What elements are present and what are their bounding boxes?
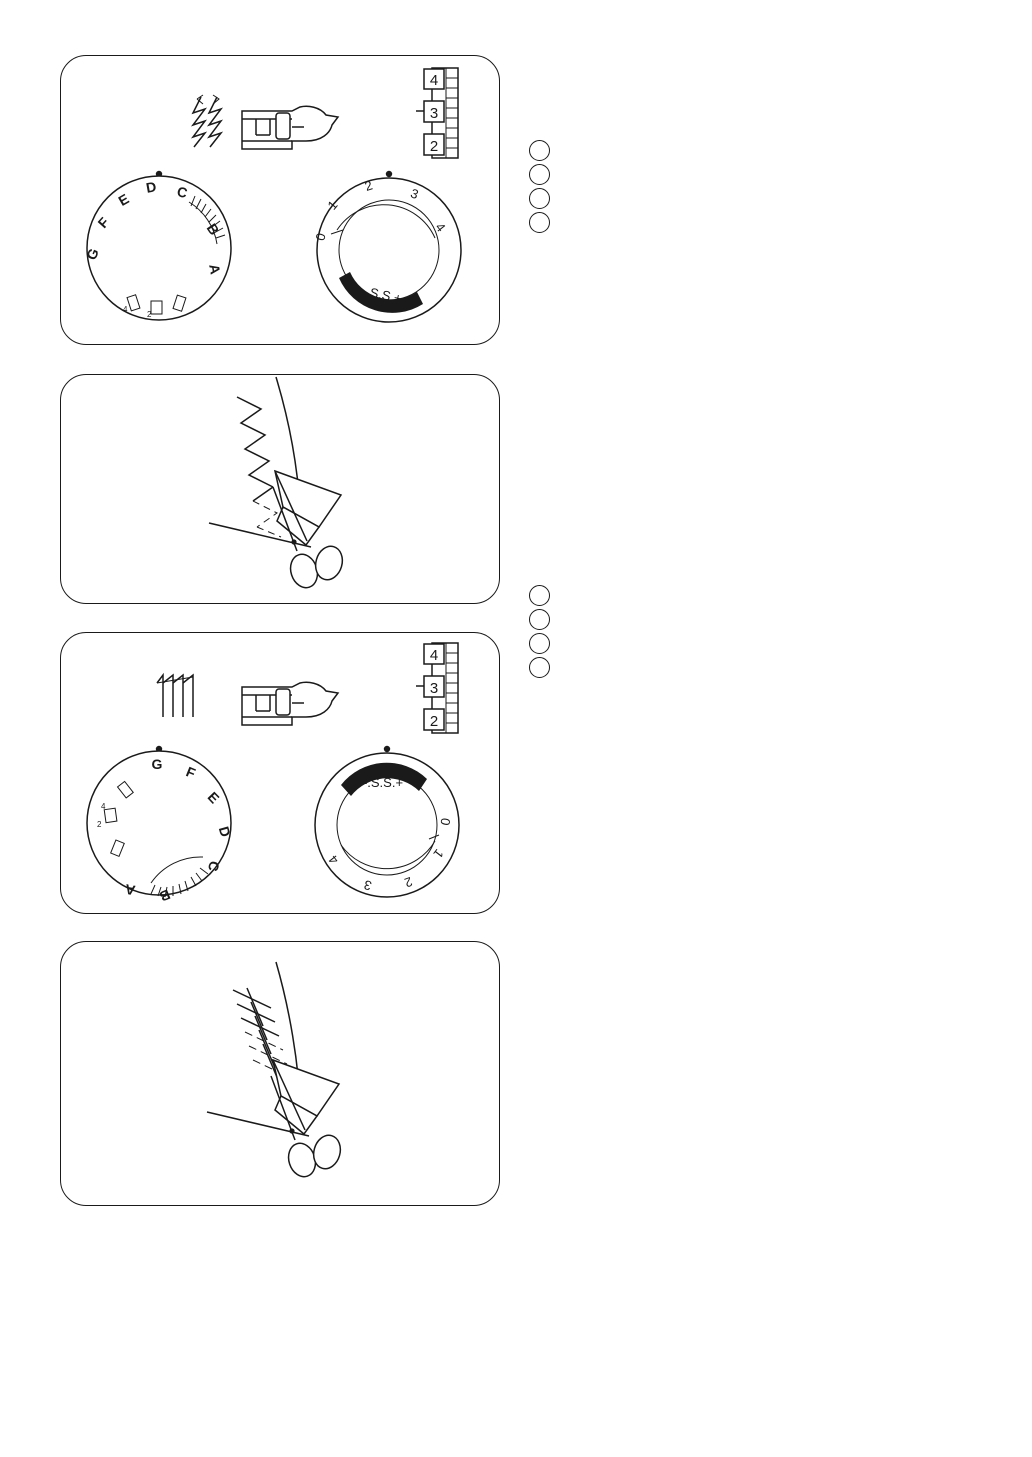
panel-settings-2: [60, 632, 500, 914]
length-label-2: 2: [402, 873, 415, 891]
bullet-dot: [529, 140, 550, 161]
pattern-selector-dial[interactable]: [79, 166, 239, 326]
length-label-3: 3: [408, 185, 421, 203]
bullet-dot: [529, 164, 550, 185]
length-label-1: 1: [324, 197, 341, 213]
zigzag-stitch-line: [237, 397, 281, 537]
stitch-length-dial[interactable]: [311, 743, 466, 903]
pressure-scale[interactable]: [416, 64, 476, 164]
presser-foot-icon: [236, 667, 351, 732]
length-label-3: 3: [362, 877, 374, 894]
dial-label-D: D: [215, 824, 234, 839]
bullet-dot: [529, 212, 550, 233]
dial-label-B: B: [203, 220, 223, 238]
pattern-selector-dial[interactable]: [79, 741, 239, 905]
bullet-dot: [529, 585, 550, 606]
dial-label-C: C: [175, 183, 190, 202]
length-label-0: 0: [312, 231, 329, 243]
dial-label-E: E: [115, 190, 132, 209]
scale-label-4: 4: [429, 72, 439, 89]
svg-text:-.S.S.+: -.S.S.+: [362, 775, 404, 790]
stitch-length-dial[interactable]: [313, 168, 468, 328]
scale-label-4: 4: [429, 647, 439, 664]
illustration-trim-zigzag: [61, 375, 501, 605]
svg-text:2: 2: [147, 310, 152, 319]
dial-label-F: F: [183, 763, 198, 782]
dial-label-C: C: [204, 859, 223, 874]
bullet-dot: [529, 633, 550, 654]
dial-label-G: G: [82, 246, 102, 263]
panel-settings-1: [60, 55, 500, 345]
length-label-0: 0: [437, 816, 454, 827]
scissors: [271, 1060, 344, 1180]
svg-text:2: 2: [97, 820, 102, 829]
scale-label-3: 3: [429, 105, 439, 122]
scissors: [273, 471, 346, 591]
presser-foot-icon: [236, 91, 351, 156]
length-label-1: 1: [430, 846, 447, 862]
panel-illustration-1: [60, 374, 500, 604]
stitch-icon-zigzag-blind-hem: [141, 91, 251, 161]
panel-illustration-2: [60, 941, 500, 1206]
scale-label-2: 2: [429, 713, 439, 730]
bullet-dot: [529, 657, 550, 678]
bullets-upper: [529, 140, 557, 236]
stitch-icon-overlock: [139, 665, 229, 735]
svg-text:4: 4: [101, 802, 106, 811]
illustration-trim-overlock: [61, 942, 501, 1207]
dial-label-A: A: [206, 262, 224, 276]
pressure-scale[interactable]: [416, 639, 476, 739]
dial-label-G: G: [151, 756, 163, 772]
bullet-dot: [529, 188, 550, 209]
dial-label-B: B: [157, 886, 173, 905]
svg-text:-.S.S.+: -.S.S.+: [360, 283, 404, 307]
bullets-lower: [529, 585, 557, 681]
scale-label-2: 2: [429, 138, 439, 155]
length-label-4: 4: [325, 852, 342, 868]
bullet-dot: [529, 609, 550, 630]
scale-label-3: 3: [429, 680, 439, 697]
dial-label-E: E: [204, 788, 223, 807]
length-label-2: 2: [362, 177, 375, 194]
dial-label-F: F: [94, 214, 113, 232]
dial-label-D: D: [144, 178, 158, 196]
svg-text:4: 4: [123, 305, 128, 314]
dial-label-A: A: [123, 881, 137, 899]
length-label-4: 4: [432, 219, 449, 235]
